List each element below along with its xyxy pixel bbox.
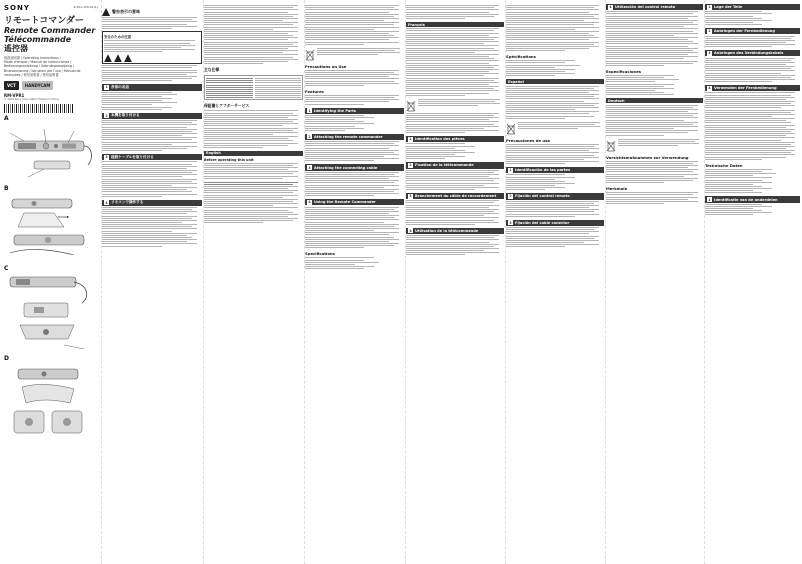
- german-dutch-column: [705, 4, 800, 560]
- french-column: [406, 4, 504, 560]
- section-heading: 1 Lage der Teile: [705, 4, 800, 10]
- section: [705, 196, 800, 215]
- japanese-column-1: [102, 4, 202, 560]
- section: [606, 155, 703, 184]
- manual-line: Bruksanvisning / Istruzioni per l'uso / Manual de: [4, 68, 81, 73]
- section-heading: 3 Anbringen des Verbindungskabels: [705, 50, 800, 56]
- section-heading: 2 Fijación del control remoto: [506, 193, 604, 199]
- weee-bin-icon: [506, 123, 516, 135]
- manual-line: instruções / 使用説明書 / 使用說明書: [4, 72, 59, 77]
- caution-icon: [104, 54, 112, 62]
- section: [305, 108, 404, 131]
- section: [705, 85, 800, 160]
- section-heading: 1 Identificatie van de onderdelen: [705, 196, 800, 202]
- section-heading: 2 本機を取り付ける: [102, 113, 202, 119]
- section-heading: 1 各部の名前: [102, 84, 202, 90]
- section: [705, 28, 800, 47]
- section-heading: Especificaciones: [606, 68, 642, 74]
- section: [606, 4, 703, 66]
- english-column: [305, 4, 404, 560]
- part-number: 4-451-159-91(1): [73, 5, 98, 9]
- section: [705, 50, 800, 82]
- barcode: [4, 104, 74, 113]
- section-heading: 1 Identifying the Parts: [305, 108, 404, 114]
- section-heading: Vorsichtsmaßnahmen zur Verwendung: [606, 154, 689, 160]
- section-heading: Spécifications: [506, 54, 536, 60]
- section: [606, 98, 703, 135]
- section: [506, 79, 604, 118]
- section: [406, 162, 504, 190]
- copyright: © 2012 Sony Corporation Printed in China: [4, 98, 59, 102]
- german-column: [606, 4, 703, 560]
- section: [204, 67, 303, 100]
- section: [102, 84, 202, 109]
- section-heading: 4 リモコンで操作する: [102, 200, 202, 206]
- section-heading: Specifications: [305, 251, 335, 257]
- spec-table: [204, 75, 303, 100]
- section: [305, 134, 404, 162]
- section-heading: 1 Identification des pièces: [406, 136, 504, 142]
- section: [102, 200, 202, 247]
- section-heading: Français: [406, 22, 504, 27]
- figure-label: B: [4, 185, 9, 193]
- safety-box: [102, 31, 202, 64]
- section: [305, 164, 404, 196]
- section-heading: 2 Fixation de la télécommande: [406, 162, 504, 168]
- section: [705, 4, 800, 25]
- manual-line: Mode d'emploi / Manual de instrucciones /: [4, 60, 72, 65]
- section-heading: 保証書とアフターサービス: [204, 103, 250, 109]
- warning-heading-text: 警告表示の意味: [112, 9, 140, 14]
- section: [506, 220, 604, 248]
- figure-label: C: [4, 265, 9, 273]
- figure-label: A: [4, 115, 9, 123]
- warning-triangle-icon: [102, 8, 110, 16]
- section-heading: 2 Attaching the remote commander: [305, 134, 404, 140]
- spanish-column: [506, 4, 604, 560]
- section: [705, 163, 800, 194]
- section: [506, 138, 604, 164]
- vct-badge: VCT: [4, 81, 19, 90]
- section-heading: 4 Utilisation de la télécommande: [406, 228, 504, 234]
- section-heading: Technische Daten: [705, 162, 743, 168]
- section: [305, 64, 404, 86]
- title-jp: リモートコマンダー: [4, 16, 84, 26]
- brand-logo: SONY: [4, 4, 30, 12]
- section: [204, 103, 303, 148]
- section-heading: Precauciones de uso: [506, 137, 550, 143]
- manual-language-list: [4, 56, 100, 77]
- section-heading: 3 Branchement du câble de raccordement: [406, 193, 504, 199]
- figure-label: D: [4, 355, 9, 363]
- section-heading: Deutsch: [606, 98, 703, 103]
- text-block: [506, 5, 604, 51]
- section: [204, 151, 303, 179]
- cover-column: [4, 4, 100, 560]
- section-heading: 3 Fijación del cable conector: [506, 220, 604, 226]
- section: [606, 69, 703, 95]
- caution-icon: [124, 54, 132, 62]
- text-block: [102, 65, 202, 81]
- section-heading: English: [204, 151, 303, 156]
- japanese-english-column: [204, 4, 303, 560]
- section: [506, 193, 604, 216]
- section-heading: Español: [506, 79, 604, 84]
- text-block: [204, 5, 303, 64]
- section: [606, 186, 703, 204]
- text-block: [406, 113, 504, 133]
- section: [406, 228, 504, 256]
- figure-c: [4, 273, 100, 353]
- badge-row: [4, 81, 100, 90]
- section-heading: 3 Attaching the connecting cable: [305, 164, 404, 170]
- weee-bin-icon: [406, 100, 416, 112]
- section: [102, 154, 202, 197]
- manual-line: Bedienungsanleitung / Gebruiksaanwijzing /: [4, 64, 75, 69]
- section: [305, 251, 404, 269]
- warning-heading: [102, 8, 202, 16]
- section-heading: Merkmale: [606, 186, 628, 192]
- section-heading: 4 Utilización del control remoto: [606, 4, 703, 10]
- figure-a: [4, 123, 100, 183]
- section-heading: 4 Using the Remote Commander: [305, 199, 404, 205]
- section-heading: 1 Identificación de las partes: [506, 167, 604, 173]
- subsection-heading: Before operating this unit: [204, 157, 254, 162]
- section-heading: 主な仕様: [204, 66, 220, 72]
- figure-d: [4, 363, 100, 443]
- title-cn: 遙控器: [4, 44, 28, 53]
- title-en: Remote Commander: [4, 26, 96, 35]
- handycam-badge: HANDYCAM: [22, 81, 54, 90]
- section: [406, 193, 504, 225]
- section: [406, 136, 504, 159]
- section: [305, 89, 404, 105]
- weee-bin-icon: [606, 140, 616, 152]
- section: [204, 182, 303, 224]
- section-heading: Precautions on Use: [305, 63, 347, 69]
- section-heading: 2 Anbringen der Fernbedienung: [705, 28, 800, 34]
- text-block: [406, 5, 504, 19]
- section: [506, 54, 604, 76]
- text-block: [305, 5, 404, 45]
- weee-bin-icon: [305, 49, 315, 61]
- section: [102, 113, 202, 151]
- model-number: RM-VPR1: [4, 93, 25, 99]
- figure-b: [4, 193, 100, 263]
- section-heading: Features: [305, 88, 324, 94]
- section-heading: 3 接続ケーブルを取り付ける: [102, 154, 202, 160]
- text-block: [102, 17, 202, 29]
- title-fr: Télécommande: [4, 35, 72, 44]
- section: [406, 22, 504, 96]
- safety-box-title: 安全のための注意: [104, 35, 132, 40]
- section: [506, 167, 604, 190]
- section-heading: 4 Verwenden der Fernbedienung: [705, 85, 800, 91]
- caution-icon: [114, 54, 122, 62]
- manual-line: 取扱説明書 / Operating Instructions /: [4, 56, 61, 60]
- section: [305, 199, 404, 248]
